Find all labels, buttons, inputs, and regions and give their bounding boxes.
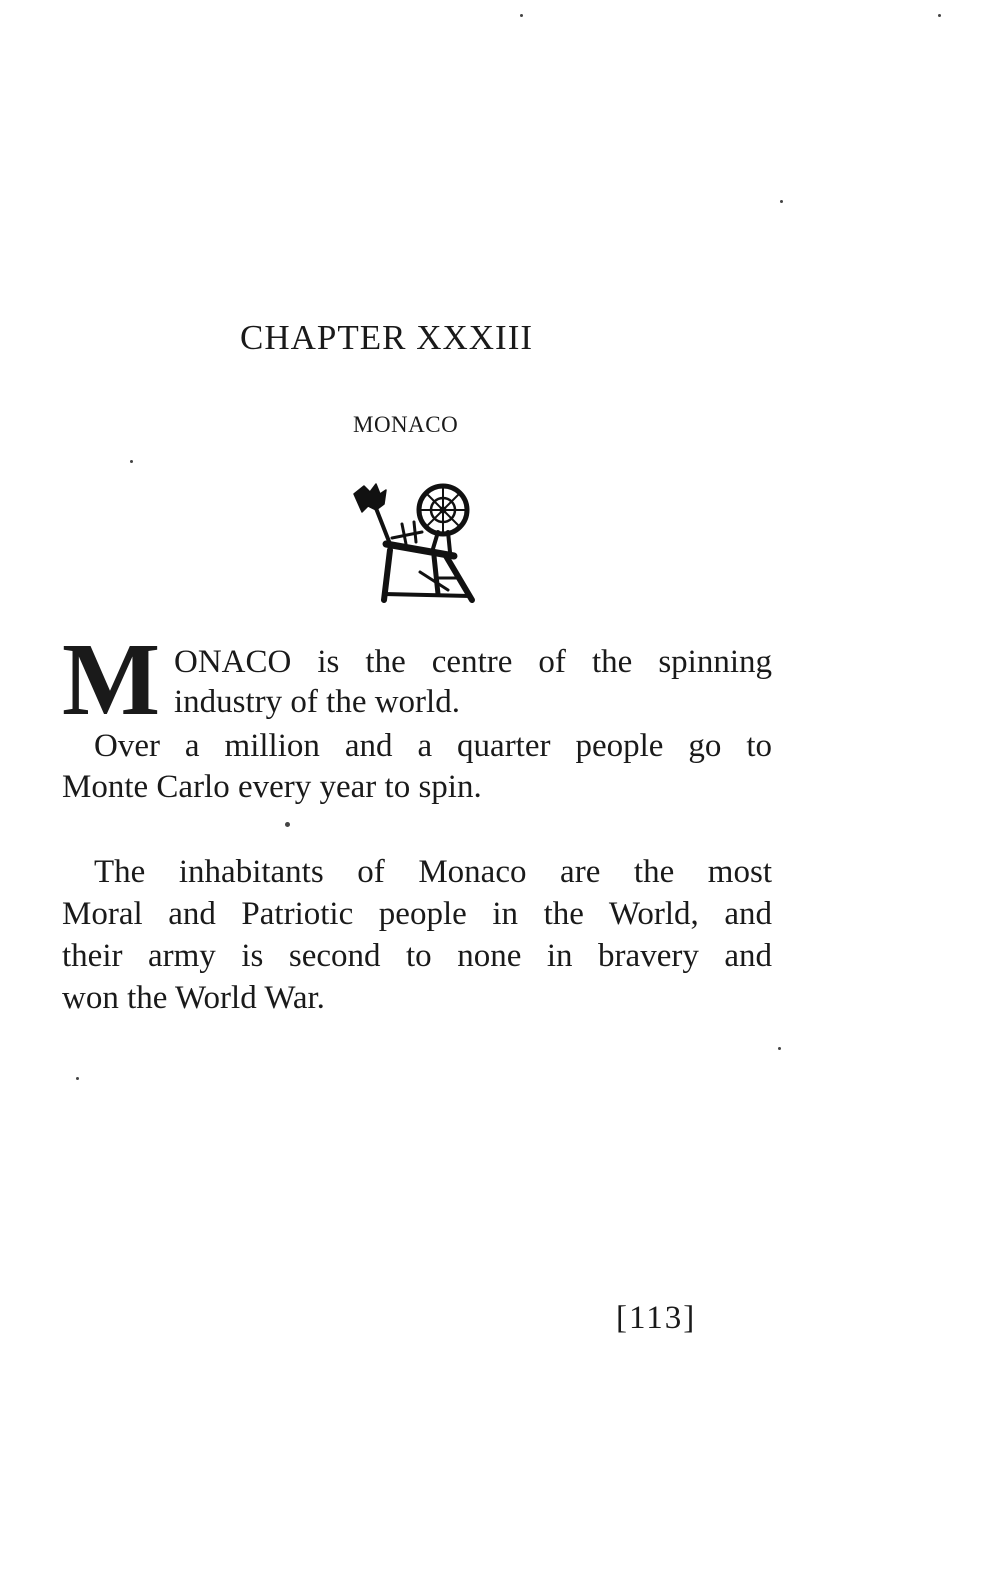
scan-speck [938,14,941,17]
scan-speck [780,200,783,203]
paragraph-line: The inhabitants of Monaco are the most [94,854,772,890]
paragraph-line: Over a million and a quarter people go to [94,728,772,764]
scan-speck [76,1077,79,1080]
chapter-subtitle: MONACO [353,412,459,437]
chapter-title: CHAPTER XXXIII [240,318,534,357]
paragraph-line: industry of the world. [174,684,460,720]
scan-speck [778,1047,781,1050]
paragraph-line: Moral and Patriotic people in the World, and [62,896,772,932]
scan-speck [285,822,290,827]
paragraph-line: ONACO is the centre of the spinning [174,644,772,680]
scan-speck [130,460,133,463]
page-number: [113] [616,1300,697,1336]
scan-speck [520,14,523,17]
spinning-wheel-icon [350,480,480,605]
drop-cap: M [62,622,161,737]
paragraph-line: won the World War. [62,980,325,1016]
paragraph-line: their army is second to none in bravery and [62,938,772,974]
paragraph-line: Monte Carlo every year to spin. [62,769,482,805]
